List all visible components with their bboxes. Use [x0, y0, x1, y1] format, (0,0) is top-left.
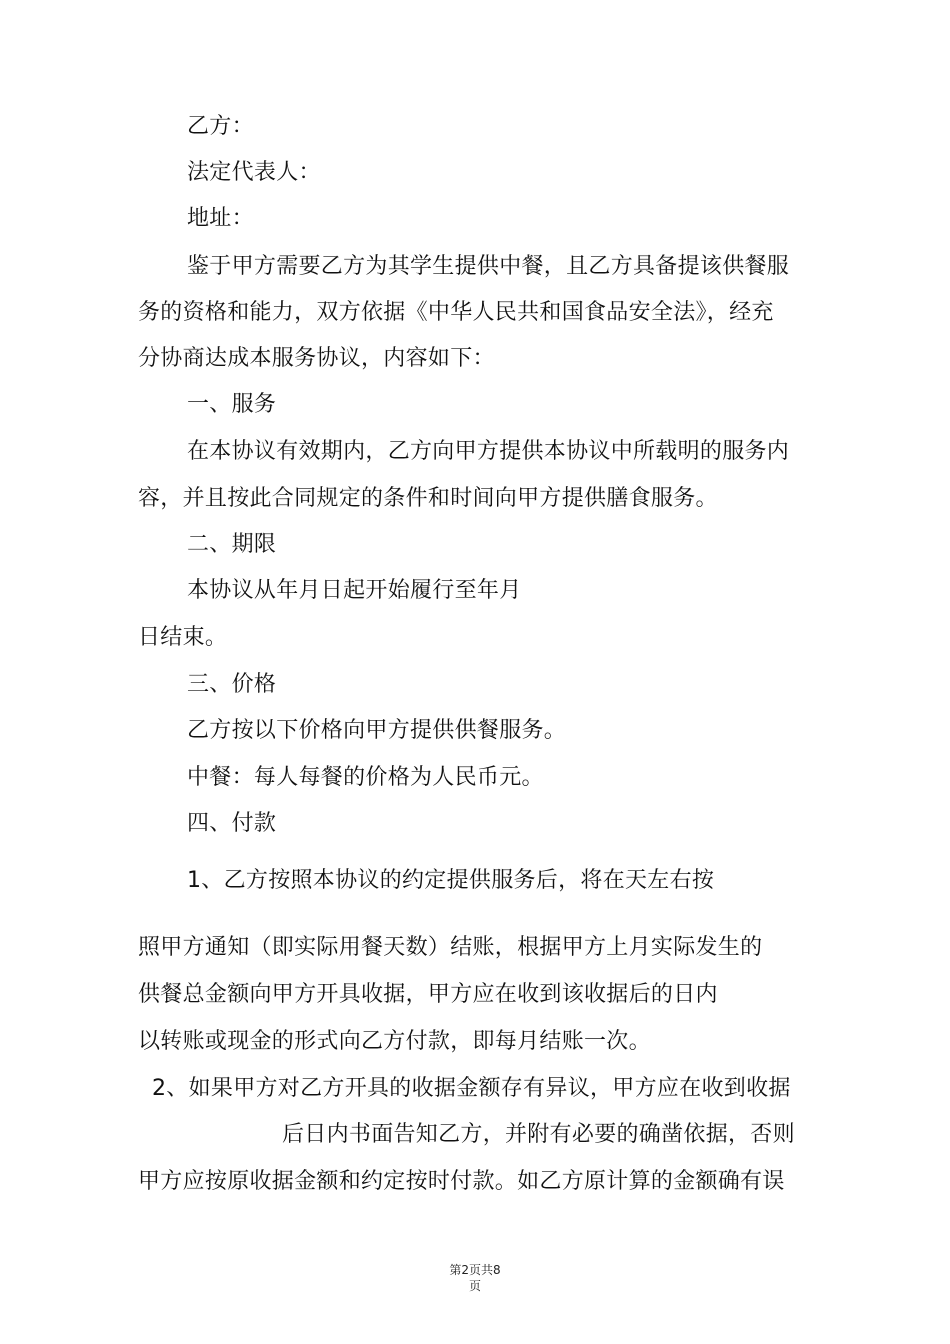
term-line-2: 日结束。 [138, 625, 228, 650]
section-heading-term: 二、期限 [187, 532, 277, 557]
party-b-label: 乙方： [187, 114, 254, 139]
payment-clause-1-line-3: 供餐总金额向甲方开具收据，甲方应在收到该收据后的日内 [138, 982, 718, 1007]
service-line-2: 容，并且按此合同规定的条件和时间向甲方提供膳食服务。 [138, 486, 718, 511]
payment-clause-2-line-1: 2、如果甲方对乙方开具的收据金额存有异议，甲方应在收到收据 [152, 1076, 791, 1101]
preamble-line-1: 鉴于甲方需要乙方为其学生提供中餐，且乙方具备提该供餐服 [187, 254, 790, 279]
price-line-1: 乙方按以下价格向甲方提供供餐服务。 [187, 718, 567, 743]
payment-clause-1-line-1: 1、乙方按照本协议的约定提供服务后，将在天左右按 [187, 868, 715, 893]
payment-clause-1-line-2: 照甲方通知（即实际用餐天数）结账，根据甲方上月实际发生的 [138, 935, 763, 960]
legal-representative-label: 法定代表人： [187, 160, 321, 185]
price-line-2: 中餐：每人每餐的价格为人民币元。 [187, 765, 544, 790]
page-number-line-1: 第2页共8 [449, 1263, 501, 1277]
address-label: 地址： [187, 206, 254, 231]
section-heading-service: 一、服务 [187, 392, 277, 417]
payment-clause-2-line-3: 甲方应按原收据金额和约定按时付款。如乙方原计算的金额确有误 [138, 1169, 785, 1194]
page-number-line-2: 页 [468, 1279, 481, 1293]
payment-clause-1-line-4: 以转账或现金的形式向乙方付款，即每月结账一次。 [138, 1029, 651, 1054]
payment-clause-2-line-2: 后日内书面告知乙方，并附有必要的确凿依据，否则 [282, 1122, 795, 1147]
term-line-1: 本协议从年月日起开始履行至年月 [187, 578, 522, 603]
service-line-1: 在本协议有效期内，乙方向甲方提供本协议中所载明的服务内 [187, 439, 790, 464]
section-heading-payment: 四、付款 [187, 811, 277, 836]
preamble-line-3: 分协商达成本服务协议，内容如下： [138, 346, 495, 371]
section-heading-price: 三、价格 [187, 672, 277, 697]
preamble-line-2: 务的资格和能力，双方依据《中华人民共和国食品安全法》，经充 [138, 300, 774, 325]
